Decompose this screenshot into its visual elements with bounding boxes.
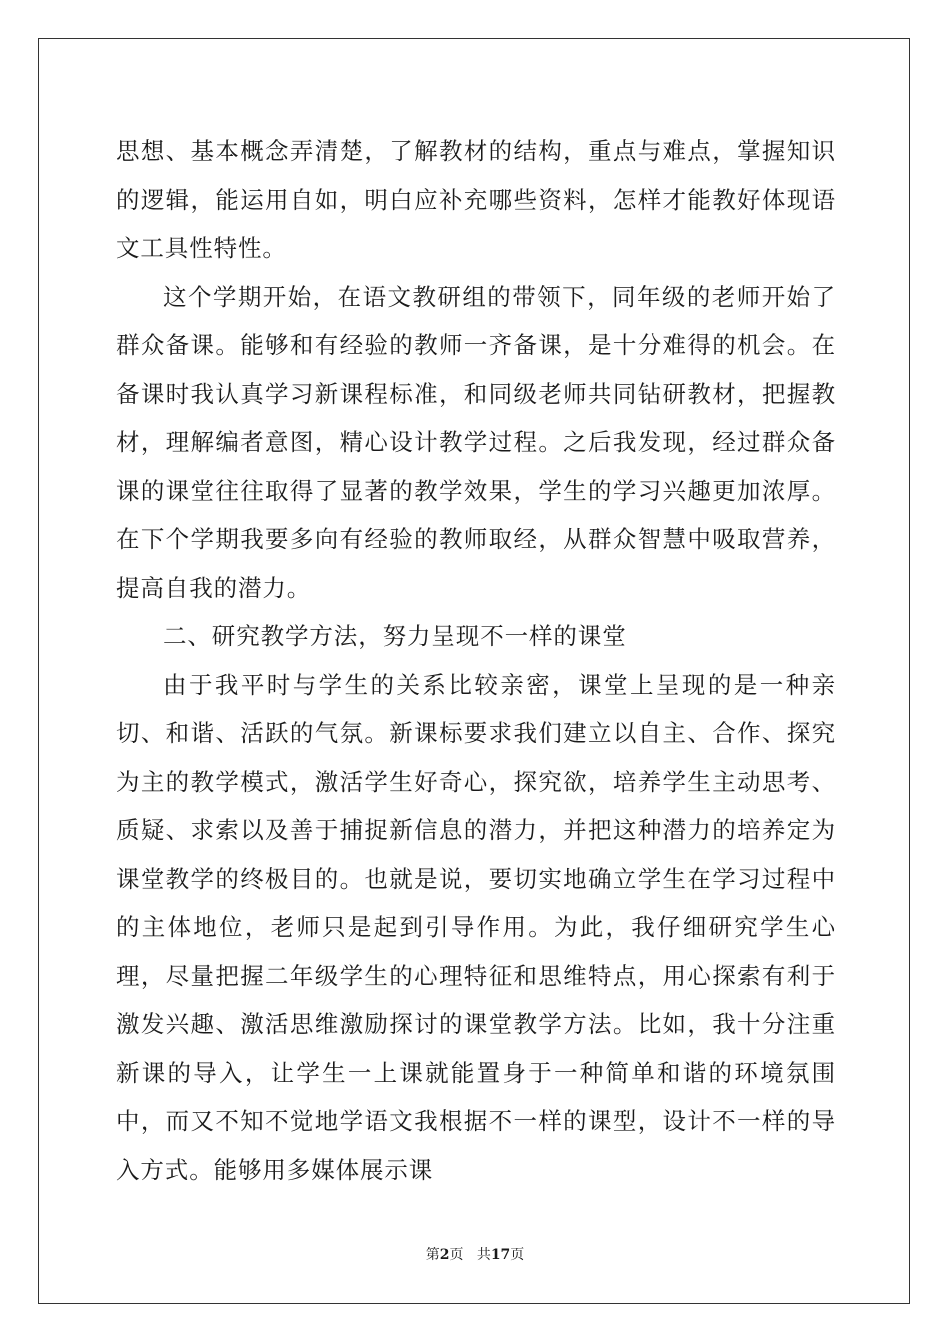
page-footer xyxy=(0,1244,950,1264)
footer-total-pages: 17 xyxy=(490,1247,511,1263)
footer-total-suffix: 页 xyxy=(510,1247,525,1263)
paragraph-teaching-methods: 由于我平时与学生的关系比较亲密，课堂上呈现的是一种亲切、和谐、活跃的气氛。新课标要求我们建立以自主、合作、探究为主的教学模式，激活学生好奇心，探究欲，培养学生主动思考、质疑、求索以及善于捕捉新信息的潜力，并把这种潜力的培养定为课堂教学的终极目的。也就是说，要切实地确立学生在学习过程中的主体地位，老师只是起到引导作用。为此，我仔细研究学生心理，尽量把握二年级学生的心理特征和思维特点，用心探索有利于激发兴趣、激活思维激励探讨的课堂教学方法。比如，我十分注重新课的导入，让学生一上课就能置身于一种简单和谐的环境氛围中，而又不知不觉地学语文我根据不一样的课型，设计不一样的导入方式。能够用多媒体展示课 xyxy=(116,670,836,1184)
footer-page-suffix: 页 xyxy=(449,1247,464,1263)
footer-page-number: 2 xyxy=(439,1247,450,1263)
paragraph-group-prep: 这个学期开始，在语文教研组的带领下，同年级的老师开始了群众备课。能够和有经验的教师一齐备课，是十分难得的机会。在备课时我认真学习新课程标准，和同级老师共同钻研教材，把握教材，理解编者意图，精心设计教学过程。之后我发现，经过群众备课的课堂往往取得了显著的教学效果，学生的学习兴趣更加浓厚。在下个学期我要多向有经验的教师取经，从群众智慧中吸取营养，提高自我的潜力。 xyxy=(116,282,836,602)
document-body xyxy=(116,127,836,1194)
footer-total-prefix: 共 xyxy=(476,1247,491,1263)
paragraph-continuation: 思想、基本概念弄清楚，了解教材的结构，重点与难点，掌握知识的逻辑，能运用自如，明白应补充哪些资料，怎样才能教好体现语文工具性特性。 xyxy=(116,137,836,262)
footer-page-prefix: 第 xyxy=(425,1247,440,1263)
section-heading: 二、研究教学方法，努力呈现不一样的课堂 xyxy=(163,622,627,650)
